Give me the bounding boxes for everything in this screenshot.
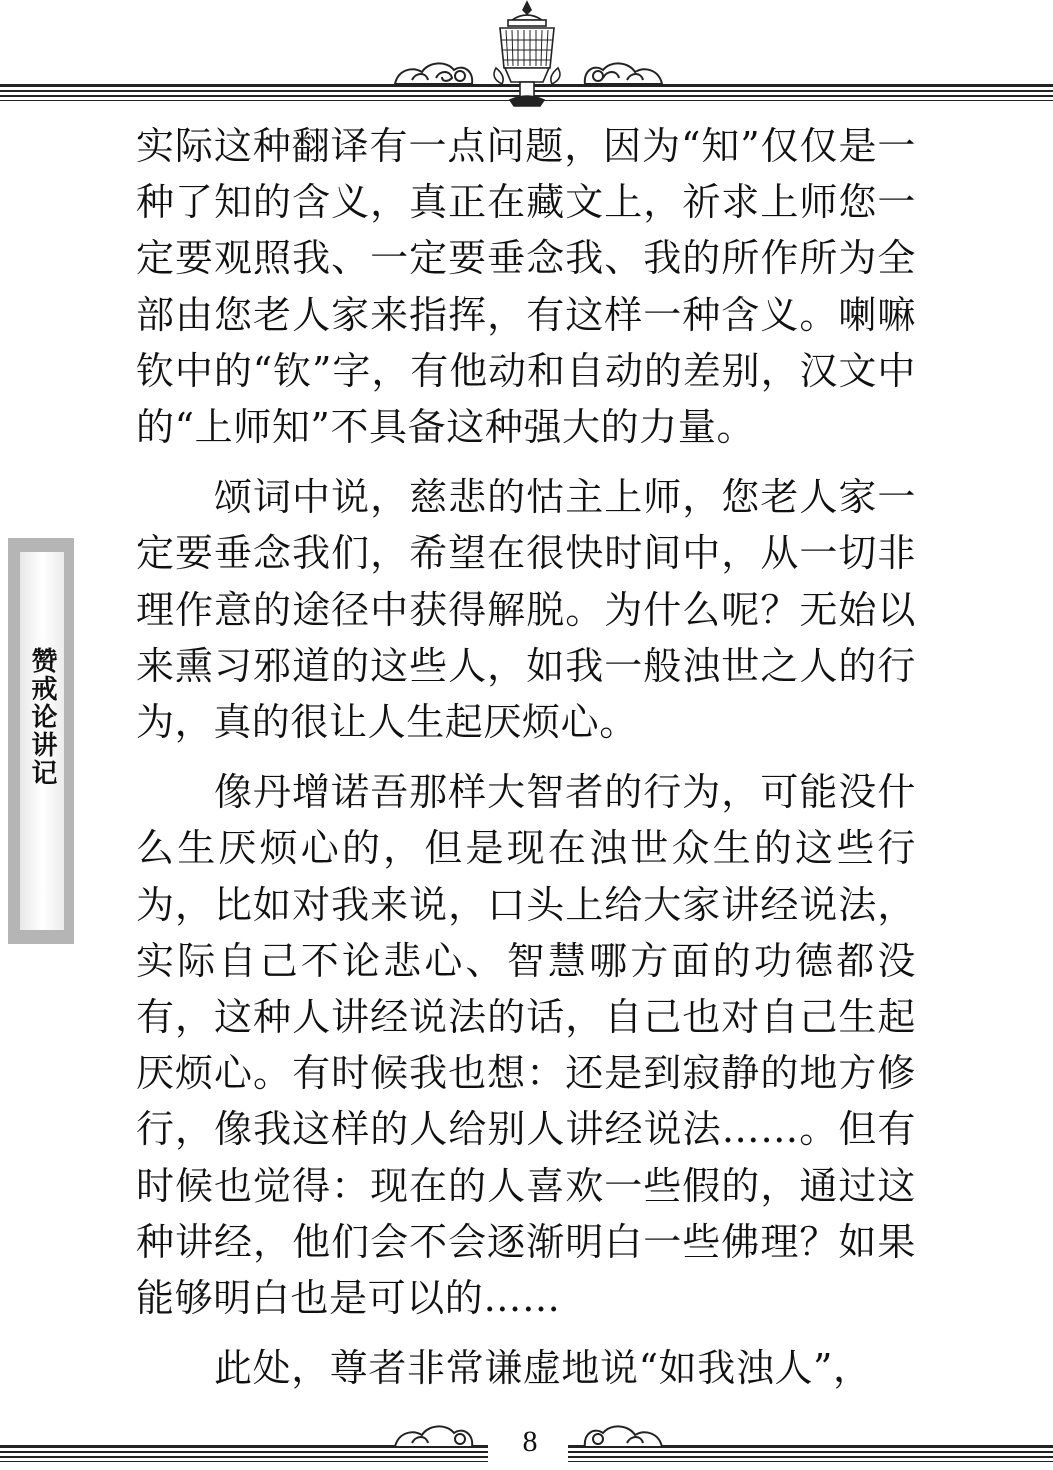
paragraph: 像丹增诺吾那样大智者的行为，可能没什么生厌烦心的，但是现在浊世众生的这些行为，比如对我来说，口头上给大家讲经说法，实际自己不论悲心、智慧哪方面的功德都没有，这种人讲经说法的话，自己也对自己生起厌烦心。有时候我也想：还是到寂静的地方修行，像我这样的人给别人讲经说法……。但有时候也觉得：现在的人喜欢一些假的，通过这种讲经，他们会不会逐渐明白一些佛理？如果能够明白也是可以的…… [136,770,916,1321]
page-number: 8 [522,1425,538,1458]
top-ornament [0,0,1053,115]
side-tab-inner [20,552,64,930]
left-cloud-icon [395,63,472,84]
bottom-right-cloud-icon [585,1426,662,1447]
bottom-left-cloud-icon [395,1426,472,1447]
paragraph: 实际这种翻译有一点问题，因为“知”仅仅是一种了知的含义，真正在藏文上，祈求上师您一定要观照我、一定要垂念我、我的所作所为全部由您老人家来指挥，有这样一种含义。喇嘛钦中的“钦”字，有他动和自动的差别，汉文中的“上师知”不具备这种强大的力量。 [136,124,916,450]
paragraph: 此处，尊者非常谦虚地说“如我浊人”， [214,1346,872,1391]
right-cloud-icon [585,63,662,84]
book-side-title: 赞戒论讲记 [27,647,57,787]
paragraph: 颂词中说，慈悲的怙主上师，您老人家一定要垂念我们，希望在很快时间中，从一切非理作意的途径中获得解脱。为什么呢？无始以来熏习邪道的这些人，如我一般浊世之人的行为，真的很让人生起厌烦心。 [136,475,916,745]
page-body [136,118,916,1396]
side-tab [8,538,74,944]
